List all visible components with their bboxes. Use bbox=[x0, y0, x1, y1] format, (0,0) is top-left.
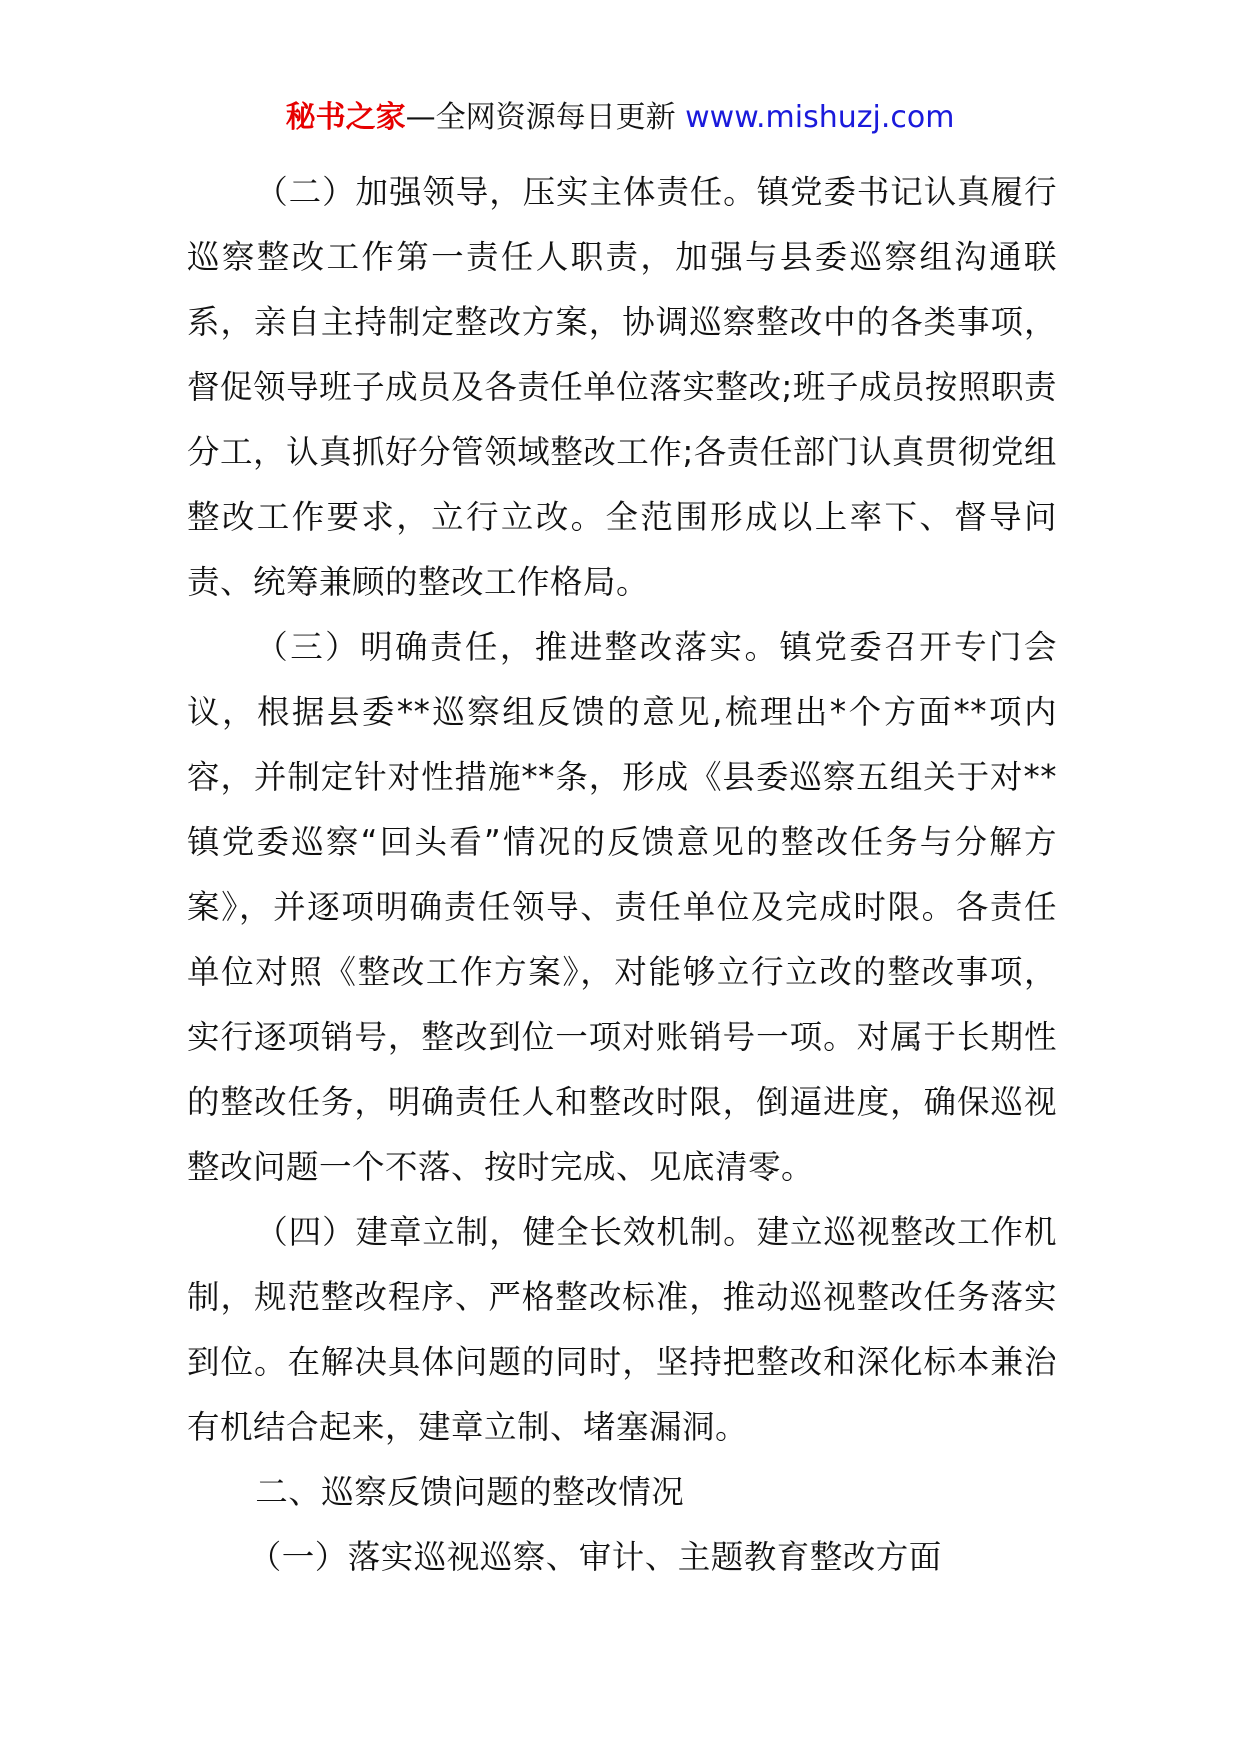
paragraph-leadership: （二）加强领导，压实主体责任。镇党委书记认真履行巡察整改工作第一责任人职责，加强与县委巡察组沟通联系，亲自主持制定整改方案，协调巡察整改中的各类事项，督促领导班子成员及各责任单位落实整改;班子成员按照职责分工，认真抓好分管领域整改工作;各责任部门认真贯彻党组整改工作要求，立行立改。全范围形成以上率下、督导问责、统筹兼顾的整改工作格局。 bbox=[187, 173, 1057, 601]
document-body bbox=[187, 160, 1057, 1590]
paragraph-mechanism: （四）建章立制，健全长效机制。建立巡视整改工作机制，规范整改程序、严格整改标准，推动巡视整改任务落实到位。在解决具体问题的同时，坚持把整改和深化标本兼治有机结合起来，建章立制、堵塞漏洞。 bbox=[187, 1213, 1057, 1446]
paragraph-responsibility: （三）明确责任，推进整改落实。镇党委召开专门会议，根据县委**巡察组反馈的意见,梳理出*个方面**项内容，并制定针对性措施**条，形成《县委巡察五组关于对**镇党委巡察“回头看”情况的反馈意见的整改任务与分解方案》，并逐项明确责任领导、责任单位及完成时限。各责任单位对照《整改工作方案》，对能够立行立改的整改事项，实行逐项销号，整改到位一项对账销号一项。对属于长期性的整改任务，明确责任人和整改时限，倒逼进度，确保巡视整改问题一个不落、按时完成、见底清零。 bbox=[187, 628, 1057, 1186]
header-tagline: —全网资源每日更新 bbox=[405, 100, 686, 135]
header-url-link[interactable]: www.mishuzj.com bbox=[685, 100, 955, 135]
section-heading: 二、巡察反馈问题的整改情况 bbox=[255, 1473, 685, 1511]
page-header bbox=[0, 98, 1240, 138]
sub-heading: （一）落实巡视巡察、审计、主题教育整改方面 bbox=[248, 1538, 942, 1576]
brand-name: 秘书之家 bbox=[285, 100, 406, 135]
